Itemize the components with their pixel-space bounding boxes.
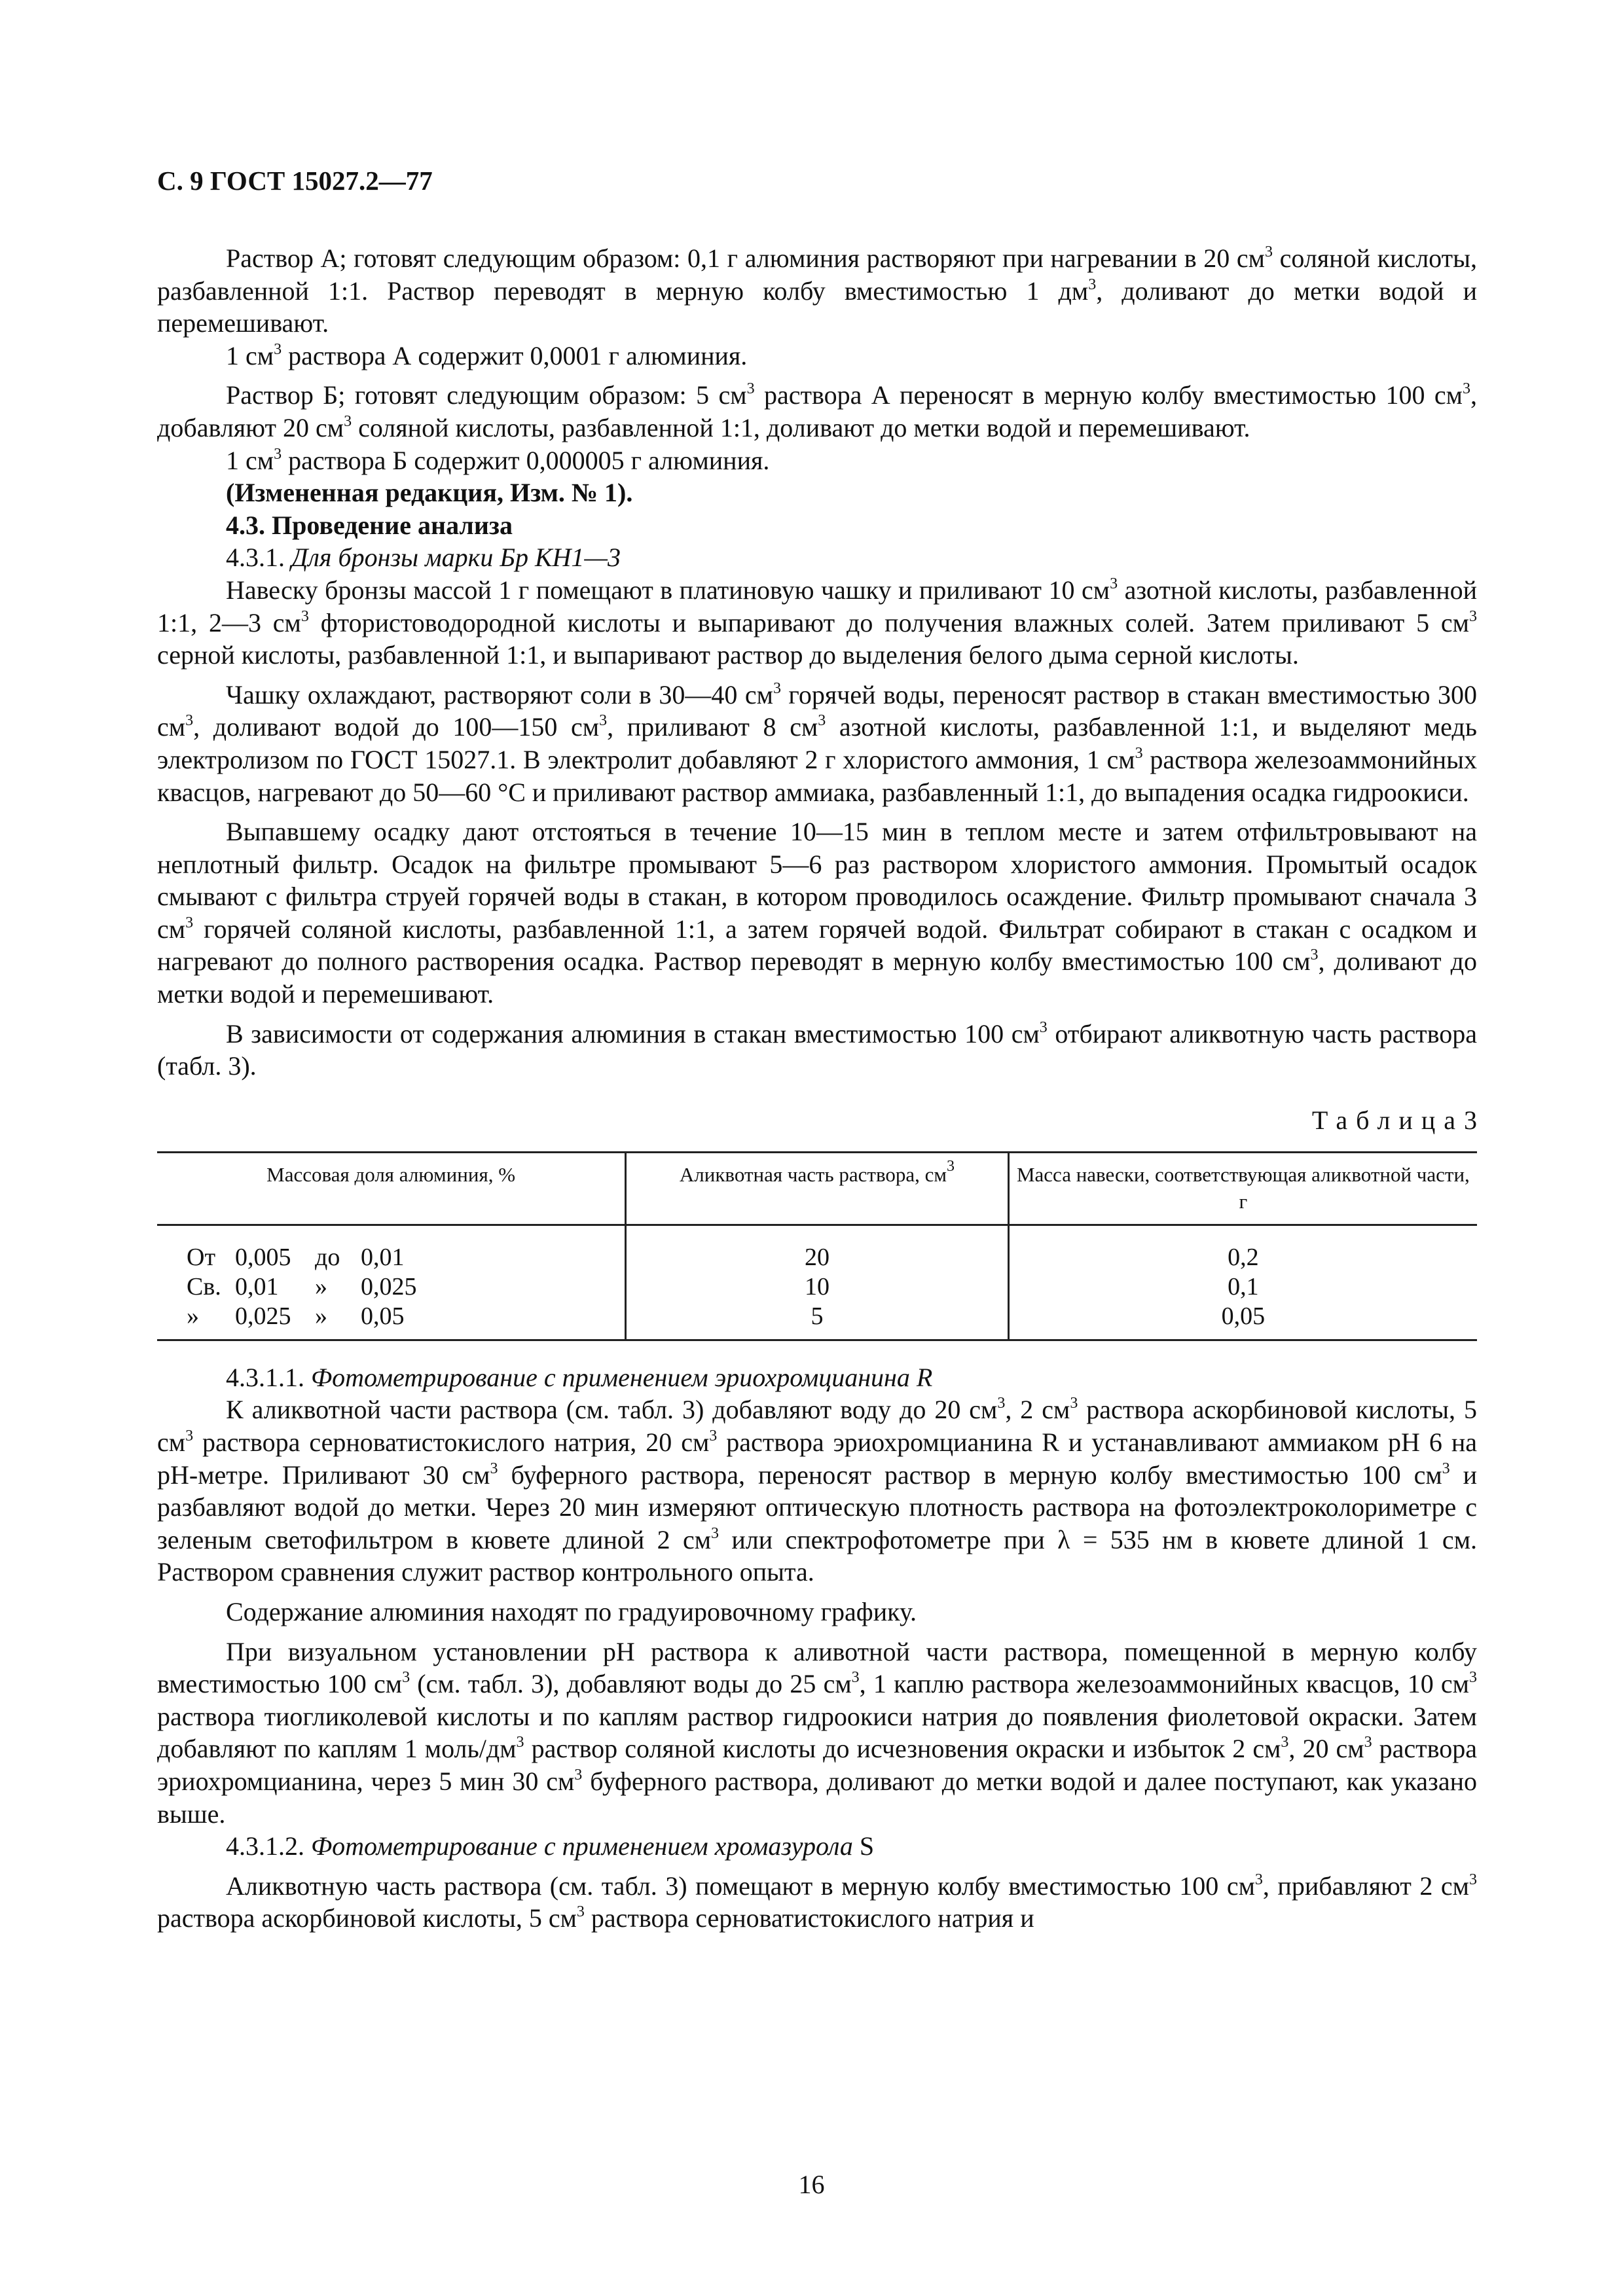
section-title-suffix: S	[852, 1831, 875, 1861]
paragraph-solution-b: Раствор Б; готовят следующим образом: 5 $см^3$ раствора А переносят в мерную колбу вместимостью 100 $см^3$, добавляют 20 $см^3$ соляной кислоты, разбавленной 1:1, доливают до метки водой и перемешивают.	[157, 380, 1477, 442]
header-aluminium-fraction: Массовая доля алюминия, %	[157, 1152, 626, 1225]
header-sample-mass: Масса навески, соответствующая аликвотной части, г	[1008, 1152, 1477, 1225]
section-number: 4.3.1.2.	[226, 1831, 304, 1861]
paragraph-eriochromcyanine-method: К аликвотной части раствора (см. табл. 3) добавляют воду до 20 $см^3$, 2 $см^3$ раствора аскорбиновой кислоты, 5 $см^3$ раствора серноватистокислого натрия, 20 $см^3$ раствора эриохромцианина R и устанавливают аммиаком рН 6 на рН-метре. Приливают 30 $см^3$ буферного раствора, переносят раствор в мерную колбу вместимостью 100 $см^3$ и разбавляют водой до метки. Через 20 мин измеряют оптическую плотность раствора на фотоэлектроколориметре с зеленым светофильтром в кювете длиной 2 $см^3$ или спектрофотометре при λ = 535 нм в кювете длиной 1 см. Раствором сравнения служит раствор контрольного опыта.	[157, 1395, 1478, 1587]
paragraph-solution-a-content: 1 $см^3$ раствора А содержит 0,0001 г алюминия.	[226, 340, 748, 370]
paragraph-calibration: Содержание алюминия находят по градуировочному графику.	[226, 1597, 917, 1626]
table-caption: Таблица3	[1311, 1105, 1486, 1135]
aliquot-value: 5	[811, 1302, 824, 1330]
paragraph-solution-a: Раствор А; готовят следующим образом: 0,1 г алюминия растворяют при нагревании в 20 $см^3$ соляной кислоты, разбавленной 1:1. Раствор переводят в мерную колбу вместимостью 1 $дм^3$, доливают до метки водой и перемешивают.	[157, 243, 1477, 338]
range-row: Св. 0,01 » 0,025	[187, 1272, 417, 1300]
section-4-3-1-2-heading	[157, 1830, 1477, 1863]
paragraph-electrolysis: Чашку охлаждают, растворяют соли в 30—40 $см^3$ горячей воды, переносят раствор в стакан вместимостью 300 $см^3$, доливают водой до 100—150 $см^3$, приливают 8 $см^3$ азотной кислоты, разбавленной 1:1, и выделяют медь электролизом по ГОСТ 15027.1. В электролит добавляют 2 г хлористого аммония, 1 $см^3$ раствора железоаммонийных квасцов, нагревают до 50—60 °С и приливают раствор аммиака, разбавленный 1:1, до выпадения осадка гидроокиси.	[157, 679, 1478, 807]
paragraph-filtration: Выпавшему осадку дают отстояться в течение 10—15 мин в теплом месте и затем отфильтровывают на неплотный фильтр. Осадок на фильтре промывают 5—6 раз раствором хлористого аммония. Промытый осадок смывают с фильтра струей горячей воды в стакан, в котором проводилось осаждение. Фильтр промывают сначала 3 $см^3$ горячей соляной кислоты, разбавленной 1:1, а затем горячей водой. Фильтрат собирают в стакан с осадком и нагревают до полного растворения осадка. Раствор переводят в мерную колбу вместимостью 100 $см^3$, доливают до метки водой и перемешивают.	[157, 817, 1477, 1009]
section-4-3-heading	[157, 509, 1477, 542]
mass-value: 0,1	[1228, 1272, 1259, 1300]
section-4-3-1-heading	[157, 541, 1477, 574]
section-title: Для бронзы марки Бр КН1—3	[291, 543, 621, 573]
table-row	[157, 1225, 1477, 1340]
amendment-note-text: (Измененная редакция, Изм. № 1).	[226, 478, 633, 508]
section-4-3-title: 4.3. Проведение анализа	[226, 510, 513, 540]
paragraph-chromazurol-method: Аликвотную часть раствора (см. табл. 3) помещают в мерную колбу вместимостью 100 $см^3$, прибавляют 2 $см^3$ раствора аскорбиновой кислоты, 5 $см^3$ раствора серноватистокислого натрия и	[157, 1871, 1477, 1933]
mass-value: 0,05	[1221, 1302, 1266, 1330]
range-row: » 0,025 » 0,05	[187, 1302, 405, 1330]
paragraph-sample-dissolution: Навеску бронзы массой 1 г помещают в платиновую чашку и приливают 10 $см^3$ азотной кислоты, разбавленной 1:1, 2—3 $см^3$ фтористоводородной кислоты и выпаривают до получения влажных солей. Затем приливают 5 $см^3$ серной кислоты, разбавленной 1:1, и выпаривают раствор до выделения белого дыма серной кислоты.	[157, 575, 1478, 670]
section-title: Фотометрирование с применением хромазурола	[311, 1831, 853, 1861]
paragraph-visual-ph: При визуальном установлении рН раствора к аливотной части раствора, помещенной в мерную колбу вместимостью 100 $см^3$ (см. табл. 3), добавляют воды до 25 $см^3$, 1 каплю раствора железоаммонийных квасцов, 10 $см^3$ раствора тиогликолевой кислоты и по каплям раствор гидроокиси натрия до появления фиолетовой окраски. Затем добавляют по каплям 1 моль/$дм^3$ раствор соляной кислоты до исчезновения окраски и избыток 2 $см^3$, 20 $см^3$ раствора эриохромцианина, через 5 мин 30 $см^3$ буферного раствора, доливают до метки водой и далее поступают, как указано выше.	[157, 1636, 1477, 1829]
page-header: С. 9 ГОСТ 15027.2—77	[157, 166, 433, 196]
section-number: 4.3.1.1.	[226, 1362, 304, 1392]
mass-value: 0,2	[1228, 1243, 1259, 1271]
section-title: Фотометрирование с применением эриохромцианина R	[311, 1362, 933, 1392]
table-header-row	[157, 1152, 1477, 1225]
amendment-note	[157, 476, 1477, 509]
paragraph-solution-b-content: 1 $см^3$ раствора Б содержит 0,000005 г алюминия.	[226, 445, 770, 475]
page-number: 16	[798, 2170, 825, 2199]
section-number: 4.3.1.	[226, 543, 285, 573]
table-3	[157, 1151, 1477, 1341]
header-aliquot-volume: Аликвотная часть раствора, $см^3$	[626, 1152, 1009, 1225]
document-page	[157, 162, 1486, 1935]
aliquot-values-cell	[626, 1225, 1009, 1340]
aluminium-ranges-cell	[157, 1225, 626, 1340]
section-4-3-1-1-heading	[157, 1361, 1477, 1394]
mass-values-cell	[1008, 1225, 1477, 1340]
aliquot-value: 10	[804, 1272, 830, 1300]
aliquot-value: 20	[804, 1243, 830, 1271]
range-row: От 0,005 до 0,01	[187, 1243, 405, 1271]
paragraph-aliquot-selection: В зависимости от содержания алюминия в стакан вместимостью 100 $см^3$ отбирают аликвотную часть раствора (табл. 3).	[157, 1018, 1478, 1081]
